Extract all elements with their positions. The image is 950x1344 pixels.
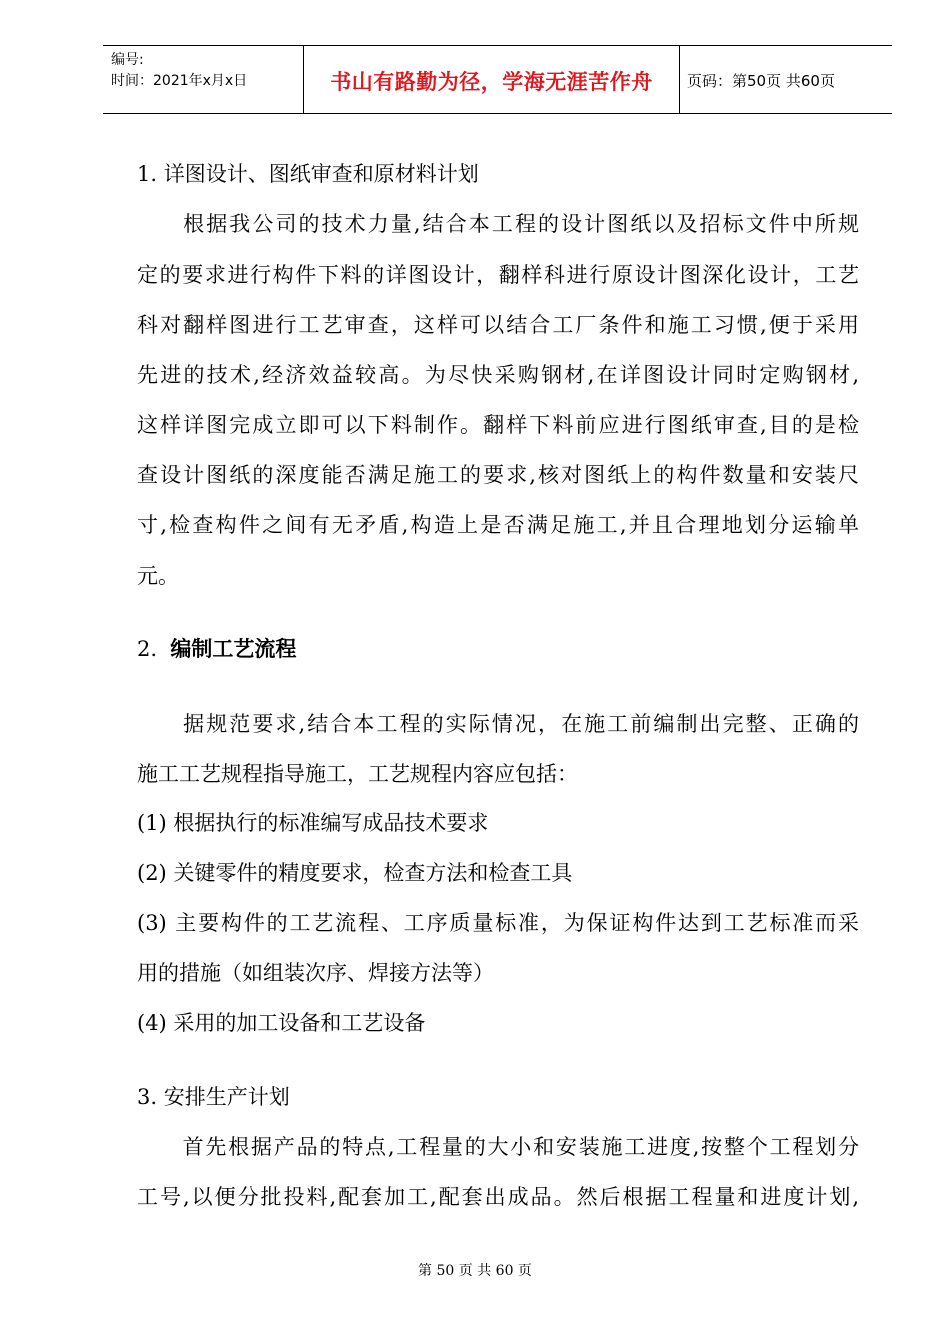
paragraph-line: 首先根据产品的特点,工程量的大小和安装施工进度,按整个工程划分 <box>137 1135 859 1159</box>
paragraph-line: 科对翻样图进行工艺审查，这样可以结合工厂条件和施工习惯,便于采用 <box>137 313 859 337</box>
section-heading: 1. 详图设计、图纸审查和原材料计划 <box>137 162 479 186</box>
paragraph-line: 寸,检查构件之间有无矛盾,构造上是否满足施工,并且合理地划分运输单 <box>137 513 859 537</box>
document-number-label: 编号: <box>111 52 144 68</box>
page-header <box>103 45 892 114</box>
paragraph-line: 据规范要求,结合本工程的实际情况，在施工前编制出完整、正确的 <box>137 712 859 736</box>
paragraph-line: 查设计图纸的深度能否满足施工的要求,核对图纸上的构件数量和安装尺 <box>137 463 859 487</box>
list-item: (4) 采用的加工设备和工艺设备 <box>137 1011 426 1035</box>
header-motto: 书山有路勤为径，学海无涯苦作舟 <box>330 70 653 94</box>
paragraph-line: 元。 <box>137 564 179 588</box>
document-date: 时间：2021年x月x日 <box>111 73 248 89</box>
paragraph-line: 先进的技术,经济效益较高。为尽快采购钢材,在详图设计同时定购钢材, <box>137 363 859 387</box>
page-footer: 第 50 页 共 60 页 <box>418 1263 532 1279</box>
header-meta <box>111 50 247 92</box>
paragraph-line: 定的要求进行构件下料的详图设计，翻样科进行原设计图深化设计，工艺 <box>137 263 859 287</box>
paragraph-line: 这样详图完成立即可以下料制作。翻样下料前应进行图纸审查,目的是检 <box>137 413 859 437</box>
list-item: (2) 关键零件的精度要求，检查方法和检查工具 <box>137 861 573 885</box>
paragraph-line: 工号,以便分批投料,配套加工,配套出成品。然后根据工程量和进度计划, <box>137 1185 859 1209</box>
section-heading: 3. 安排生产计划 <box>137 1085 290 1109</box>
header-page-info: 页码：第50页 共60页 <box>687 72 835 90</box>
section-number: 2. <box>137 637 158 661</box>
paragraph-line: 根据我公司的技术力量,结合本工程的设计图纸以及招标文件中所规 <box>137 212 859 236</box>
list-item-continuation: 用的措施（如组装次序、焊接方法等） <box>137 961 494 985</box>
section-heading <box>137 633 296 663</box>
list-item: (3) 主要构件的工艺流程、工序质量标准，为保证构件达到工艺标准而采 <box>137 911 859 935</box>
paragraph-line: 施工工艺规程指导施工，工艺规程内容应包括： <box>137 762 578 786</box>
list-item: (1) 根据执行的标准编写成品技术要求 <box>137 811 489 835</box>
section-title: 编制工艺流程 <box>170 637 297 661</box>
header-divider <box>679 46 680 113</box>
